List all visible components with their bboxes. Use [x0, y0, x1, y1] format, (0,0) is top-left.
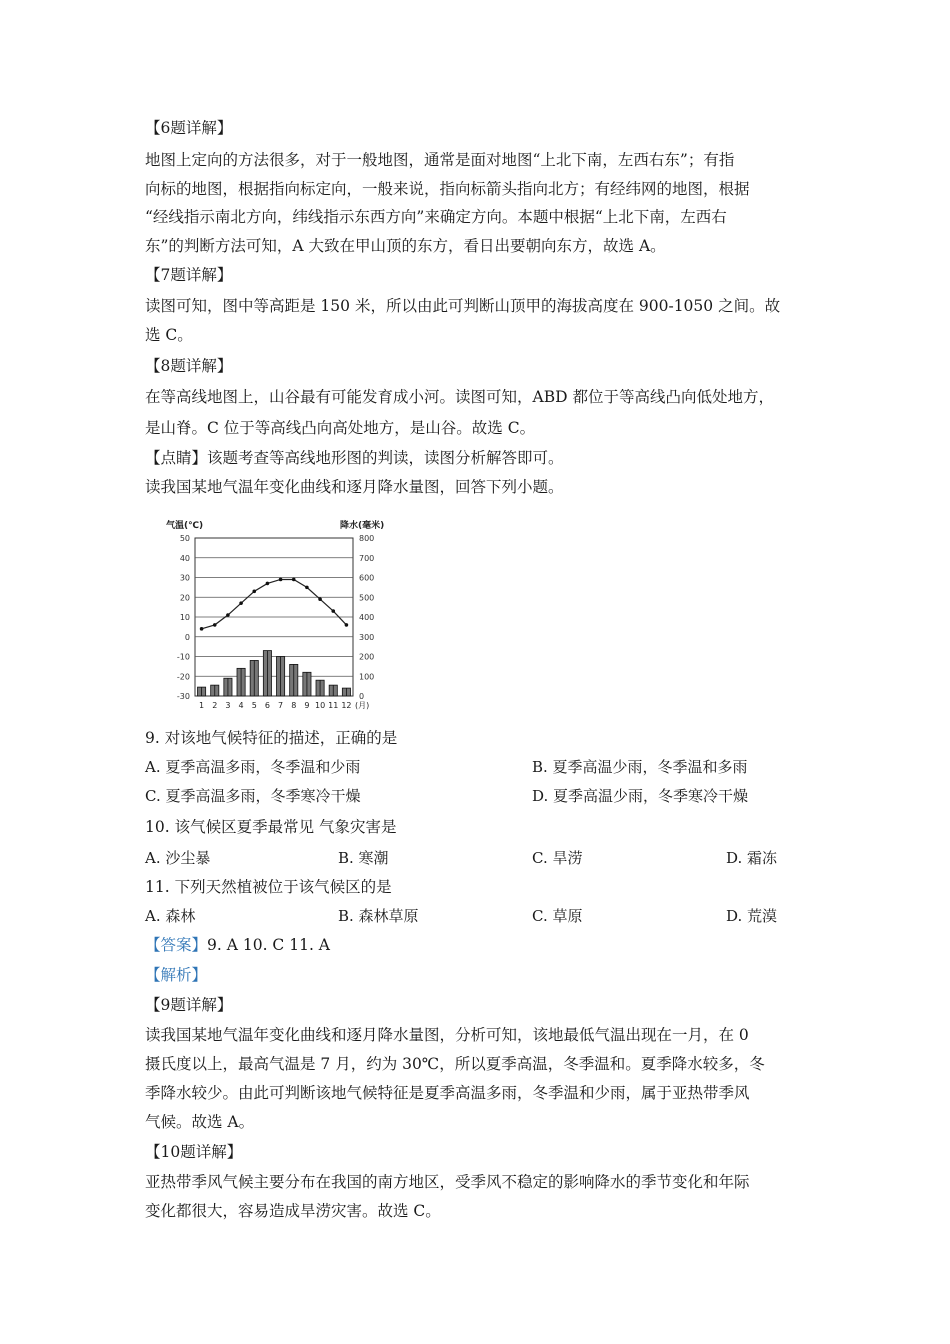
sec7-line: 读图可知，图中等高距是 150 米，所以由此可判断山顶甲的海拔高度在 900-1050 之间。故: [145, 297, 781, 315]
answer-row: [145, 935, 825, 955]
month-tick-label: 3: [225, 701, 231, 710]
month-tick-label: 8: [291, 701, 297, 710]
month-tick-label: 9: [304, 701, 310, 710]
sec10-line: 亚热带季风气候主要分布在我国的南方地区，受季风不稳定的影响降水的季节变化和年际: [145, 1173, 750, 1191]
sec7-line: 选 C。: [145, 326, 193, 344]
month-tick-label: 4: [238, 701, 244, 710]
temp-point: [331, 609, 335, 613]
precip-tick-label: 700: [359, 553, 375, 563]
chart-ticks: [177, 534, 374, 710]
sec9-line: 气候。故选 A。: [145, 1113, 255, 1131]
q10-option-d[interactable]: D. 霜冻: [726, 849, 778, 867]
temp-tick-label: 50: [179, 534, 190, 543]
temp-point: [252, 590, 256, 594]
sec8-heading: 【8题详解】: [145, 357, 233, 375]
temp-tick-label: -30: [176, 692, 190, 701]
dianjing-note: 【点睛】该题考查等高线地形图的判读，读图分析解答即可。: [145, 449, 564, 467]
temp-curve: [200, 578, 348, 631]
sec6-line: 地图上定向的方法很多，对于一般地图，通常是面对地图“上北下南，左西右东”；有指: [145, 151, 735, 169]
temp-tick-label: 30: [179, 573, 190, 583]
sec6-line: 向标的地图，根据指向标定向，一般来说，指向标箭头指向北方；有经纬网的地图，根据: [145, 180, 750, 198]
sec6-heading: 【6题详解】: [145, 119, 233, 137]
chart-grid: [195, 538, 353, 696]
sec8-line: 在等高线地图上，山谷最有可能发育成小河。读图可知，ABD 都位于等高线凸向低处地方，: [145, 388, 774, 406]
temp-line: [202, 579, 347, 628]
temp-point: [345, 623, 349, 627]
temp-tick-label: 40: [179, 553, 190, 563]
precip-tick-label: 100: [359, 672, 375, 682]
answer-label: 【答案】: [145, 936, 208, 954]
month-tick-label: 2: [212, 701, 218, 710]
sec10-heading: 【10题详解】: [145, 1143, 243, 1161]
q9-option-a[interactable]: A. 夏季高温多雨，冬季温和少雨: [145, 758, 361, 776]
month-tick-label: 5: [251, 701, 257, 710]
temp-tick-label: 20: [179, 593, 190, 603]
temp-tick-label: 0: [184, 632, 190, 642]
q11-option-d[interactable]: D. 荒漠: [726, 907, 778, 925]
sec10-line: 变化都很大，容易造成旱涝灾害。故选 C。: [145, 1202, 441, 1220]
q9-option-d[interactable]: D. 夏季高温少雨，冬季寒冷干燥: [532, 787, 749, 805]
temp-tick-label: 10: [179, 613, 190, 622]
q11-option-a[interactable]: A. 森林: [145, 907, 196, 925]
sec9-line: 读我国某地气温年变化曲线和逐月降水量图，分析可知，该地最低气温出现在一月，在 0: [145, 1026, 749, 1044]
q9-option-c[interactable]: C. 夏季高温多雨，冬季寒冷干燥: [145, 787, 361, 805]
sec6-line: 东”的判断方法可知，A 大致在甲山顶的东方，看日出要朝向东方，故选 A。: [145, 237, 666, 255]
temp-point: [226, 613, 230, 617]
climate-chart-svg: [160, 515, 395, 720]
precip-axis-label: 降水(毫米): [340, 521, 385, 531]
precip-tick-label: 600: [359, 573, 375, 583]
q11-option-c[interactable]: C. 草原: [532, 907, 583, 925]
precip-tick-label: 500: [359, 593, 375, 603]
temp-point: [266, 582, 270, 586]
temp-point: [318, 597, 322, 601]
precip-tick-label: 400: [359, 613, 375, 622]
sec7-heading: 【7题详解】: [145, 266, 233, 284]
precip-tick-label: 0: [359, 692, 365, 701]
q11-stem: 11. 下列天然植被位于该气候区的是: [145, 878, 392, 896]
sec6-line: “经线指示南北方向，纬线指示东西方向”来确定方向。本题中根据“上北下南，左西右: [145, 208, 727, 226]
q9-stem: 9. 对该地气候特征的描述，正确的是: [145, 729, 398, 747]
precip-tick-label: 800: [359, 534, 375, 543]
temp-tick-label: -10: [176, 652, 190, 662]
month-tick-label: 11: [328, 701, 339, 710]
analysis-label: 【解析】: [145, 966, 208, 984]
sec9-line: 摄氏度以上，最高气温是 7 月，约为 30℃，所以夏季高温，冬季温和。夏季降水较多，冬: [145, 1055, 765, 1073]
x-axis-unit-label: (月): [355, 701, 370, 710]
precip-tick-label: 300: [359, 632, 375, 642]
question-intro: 读我国某地气温年变化曲线和逐月降水量图，回答下列小题。: [145, 478, 564, 496]
temp-point: [213, 623, 217, 627]
q10-option-c[interactable]: C. 旱涝: [532, 849, 583, 867]
q11-option-b[interactable]: B. 森林草原: [338, 907, 419, 925]
sec9-heading: 【9题详解】: [145, 996, 233, 1014]
temp-point: [292, 578, 296, 582]
precip-tick-label: 200: [359, 652, 375, 662]
answer-text: 9. A 10. C 11. A: [207, 936, 330, 954]
q10-option-a[interactable]: A. 沙尘暴: [145, 849, 211, 867]
temp-point: [279, 578, 283, 582]
temp-point: [200, 627, 204, 631]
climate-chart: [160, 515, 395, 720]
month-tick-label: 7: [278, 701, 284, 710]
month-tick-label: 1: [199, 701, 205, 710]
precip-bars: [198, 651, 351, 696]
q10-option-b[interactable]: B. 寒潮: [338, 849, 389, 867]
temp-point: [305, 586, 309, 590]
sec9-line: 季降水较少。由此可判断该地气候特征是夏季高温多雨，冬季温和少雨，属于亚热带季风: [145, 1084, 750, 1102]
sec8-line: 是山脊。C 位于等高线凸向高处地方，是山谷。故选 C。: [145, 419, 536, 437]
month-tick-label: 12: [341, 701, 352, 710]
temp-point: [239, 601, 243, 605]
month-tick-label: 10: [314, 701, 326, 710]
temp-tick-label: -20: [176, 672, 190, 682]
temp-axis-label: 气温(℃): [166, 521, 204, 531]
q9-option-b[interactable]: B. 夏季高温少雨，冬季温和多雨: [532, 758, 748, 776]
q10-stem: 10. 该气候区夏季最常见 气象灾害是: [145, 818, 397, 836]
month-tick-label: 6: [264, 701, 270, 710]
